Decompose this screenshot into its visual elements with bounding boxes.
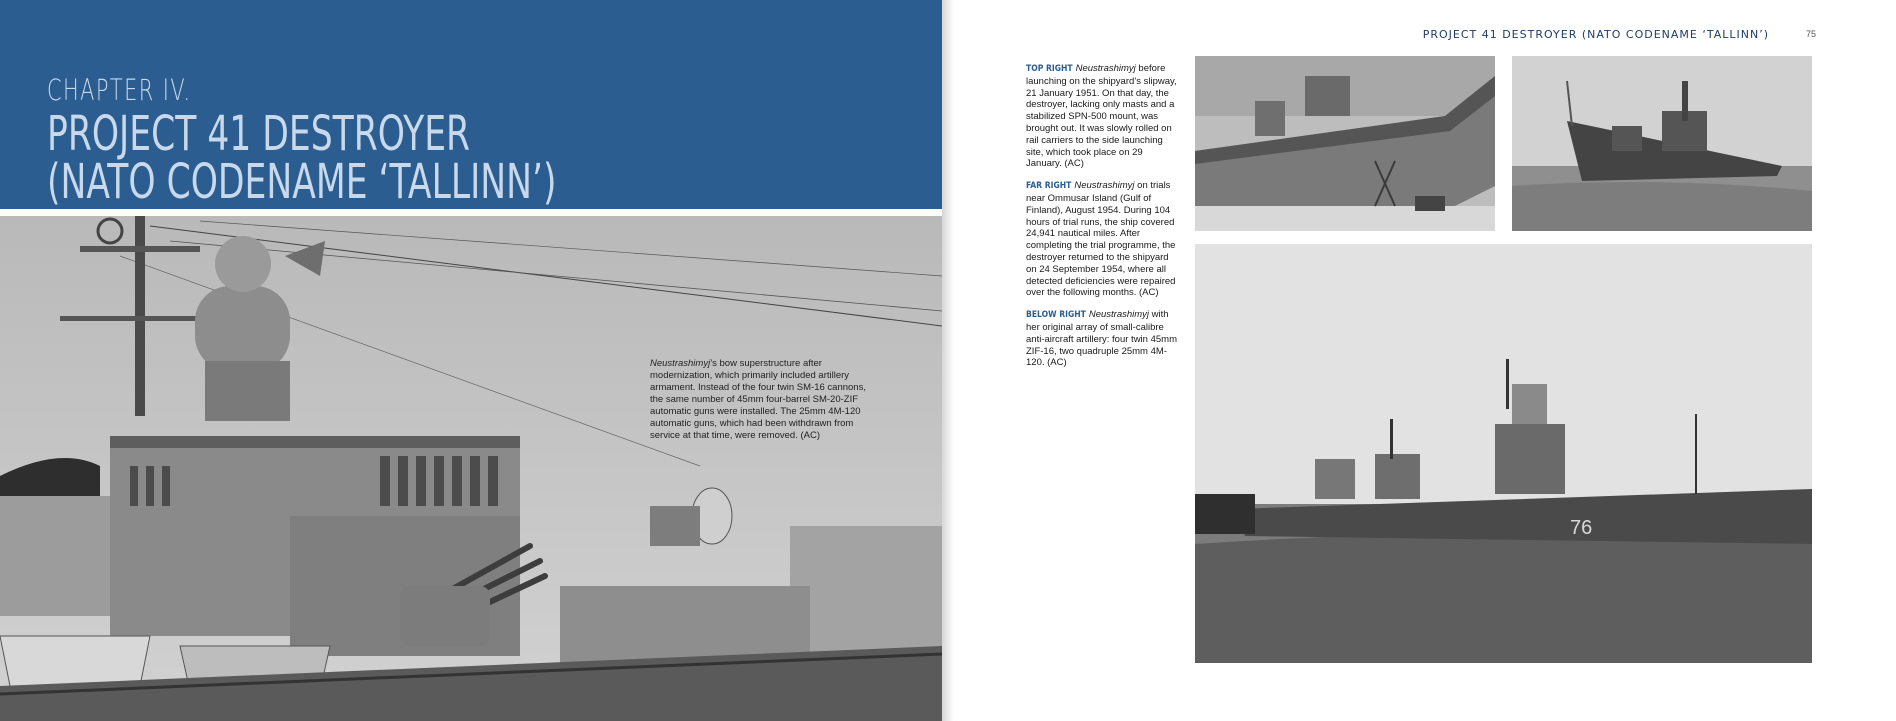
caption-ship-name: Neustrashimyj [1088,309,1150,321]
caption-text: before launching on the shipyard’s slipway, 21 January 1951. On that day, the destroyer, lacking only masts and a stabilized SPN-500 mount, was brought out. It was slowly rolled on rail carriers to the side launching site, which took place on 29 January. (AC) [1026,63,1177,170]
caption-far-right [1026,180,1178,299]
caption-label: TOP RIGHT [1026,64,1073,74]
chapter-title-line-2: (NATO CODENAME ‘TALLINN’) [47,154,557,210]
chapter-title-line-1: PROJECT 41 DESTROYER [47,106,471,162]
sea-trials-photo [1512,56,1812,231]
main-caption-ship-name: Neustrashimyj [650,358,711,369]
caption-ship-name: Neustrashimyj [1074,180,1135,192]
left-page [0,0,942,721]
chapter-title [47,106,557,210]
main-caption-text: ’s bow superstructure after modernization, which primarily included artillery armament. Instead of the four twin SM-16 cannons, the same number of 45mm four-barrel SM-20-ZIF automatic guns were installed. The 25mm 4M-120 automatic guns, which had been withdrawn from service at that time, were removed. (AC) [650,358,866,441]
page-gutter [942,0,954,721]
chapter-label: CHAPTER IV. [47,73,192,107]
caption-below-right [1026,309,1178,369]
caption-ship-name: Neustrashimyj [1075,63,1136,74]
moored-destroyer-photo [1195,244,1812,663]
photo-captions [1026,63,1178,379]
right-page [954,0,1896,721]
caption-label: BELOW RIGHT [1026,310,1086,321]
page-number: 75 [1805,29,1816,39]
caption-label: FAR RIGHT [1026,181,1072,192]
caption-top-right [1026,63,1178,170]
hull-number: 76 [1570,517,1593,539]
caption-text: with her original array of small-calibre anti-aircraft artillery: four twin 45mm ZIF-16, two quadruple 25mm 4M-120. (AC) [1026,309,1177,369]
running-head: PROJECT 41 DESTROYER (NATO CODENAME ‘TALLINN’) [1422,28,1769,41]
bow-superstructure-photo [0,216,942,721]
main-photo-caption [650,358,876,442]
slipway-launch-photo [1195,56,1495,231]
caption-text: on trials near Ommusar Island (Gulf of Finland), August 1954. During 104 hours of trial runs, the ship covered 24,941 nautical miles. After completing the trial programme, the destroyer returned to the shipyard on 24 September 1954, where all detected deficiencies were repaired over the following months. (AC) [1026,180,1176,299]
chapter-header-band [0,0,942,209]
